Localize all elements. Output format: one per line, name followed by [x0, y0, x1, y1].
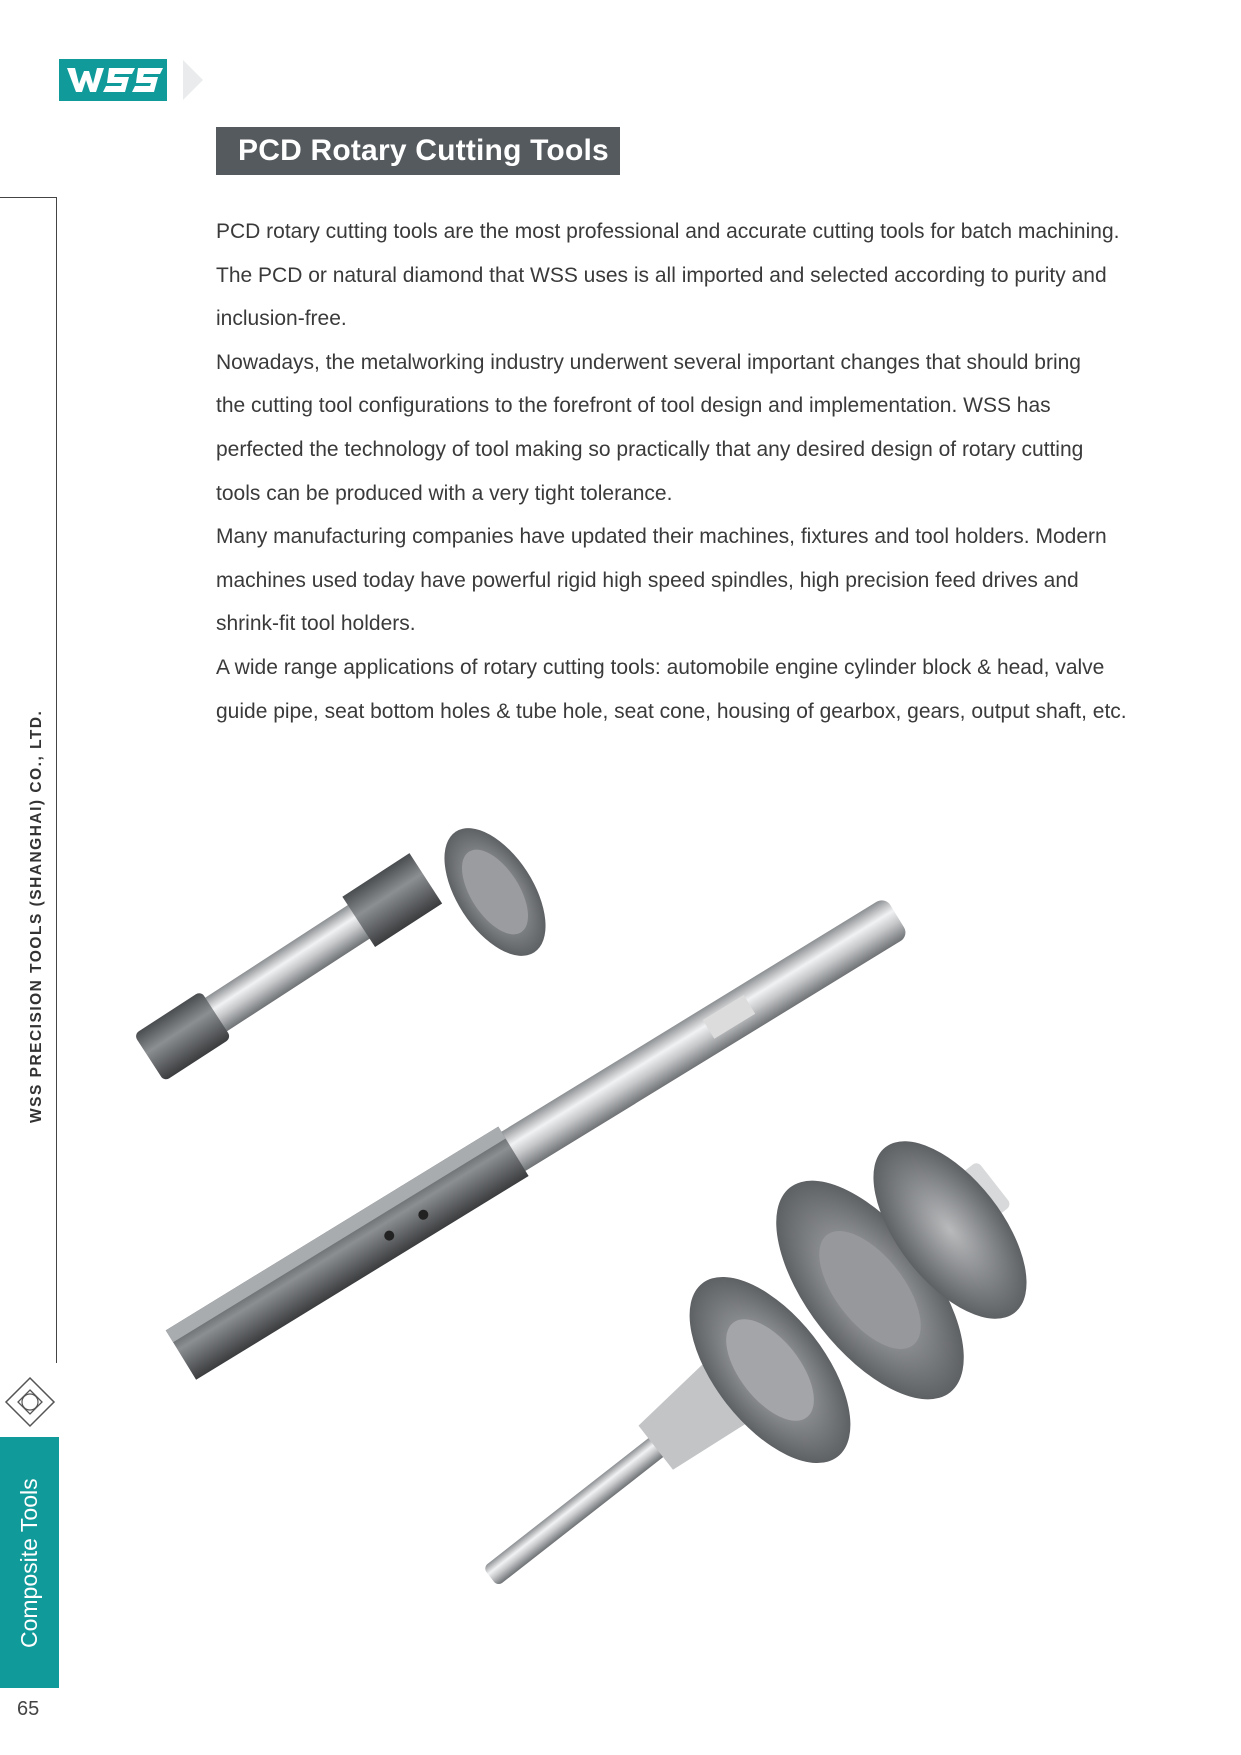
tool-multistage-cutter	[464, 1115, 1055, 1610]
body-line: perfected the technology of tool making so practically that any desired design of rotary cutting	[216, 437, 1084, 461]
body-line: inclusion-free.	[216, 307, 347, 331]
body-line: the cutting tool configurations to the forefront of tool design and implementation. WSS has	[216, 394, 1051, 418]
body-line: guide pipe, seat bottom holes & tube hole, seat cone, housing of gearbox, gears, output shaft, etc.	[216, 699, 1127, 723]
body-line: Many manufacturing companies have updated their machines, fixtures and tool holders. Modern	[216, 525, 1107, 549]
body-line: Nowadays, the metalworking industry underwent several important changes that should bring	[216, 350, 1081, 374]
body-line: tools can be produced with a very tight tolerance.	[216, 481, 673, 505]
chevron-right-icon	[181, 60, 205, 100]
wss-logo	[59, 59, 167, 101]
diamond-icon	[4, 1376, 56, 1428]
body-line: A wide range applications of rotary cutting tools: automobile engine cylinder block & head, valve	[216, 655, 1105, 679]
body-text	[216, 210, 1156, 733]
tool-boring-bar	[133, 820, 566, 1083]
page-number: 65	[17, 1698, 40, 1720]
product-photos	[110, 820, 1170, 1670]
company-name: WSS PRECISION TOOLS (SHANGHAI) CO., LTD.	[28, 709, 45, 1123]
page-title: PCD Rotary Cutting Tools	[216, 127, 620, 175]
section-tab-label: Composite Tools	[16, 1478, 42, 1648]
body-line: machines used today have powerful rigid high speed spindles, high precision feed drives and	[216, 568, 1079, 592]
body-line: PCD rotary cutting tools are the most professional and accurate cutting tools for batch machining.	[216, 220, 1120, 243]
body-line: shrink-fit tool holders.	[216, 612, 416, 636]
body-line: The PCD or natural diamond that WSS uses is all imported and selected according to purity and	[216, 263, 1107, 287]
